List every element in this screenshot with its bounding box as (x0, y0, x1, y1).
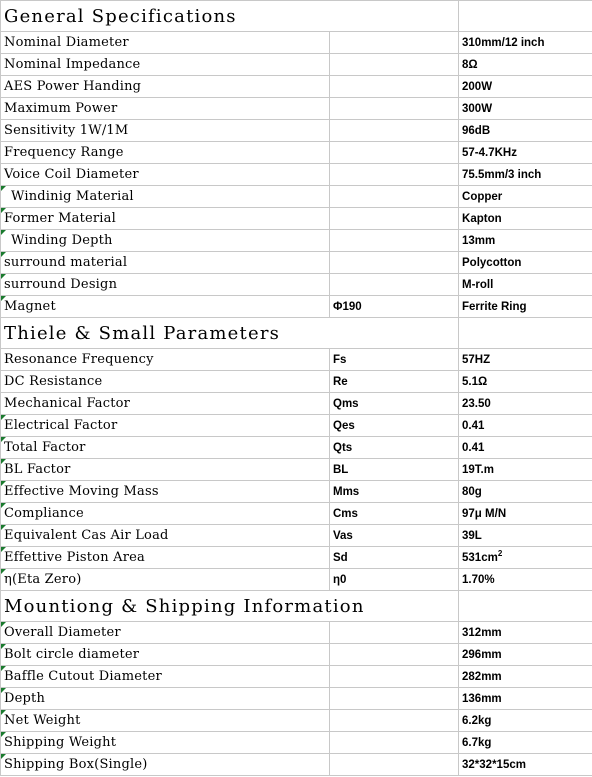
spec-label: Magnet (1, 296, 330, 318)
spec-value (459, 415, 592, 437)
spec-value-text: 6.2kg (462, 714, 492, 727)
section-header-blank (459, 1, 592, 32)
spec-row (1, 186, 592, 208)
spec-value (459, 569, 592, 591)
spec-row (1, 120, 592, 142)
spec-label: BL Factor (1, 459, 330, 481)
spec-label: Mechanical Factor (1, 393, 330, 415)
spec-label: Sensitivity 1W/1M (1, 120, 330, 142)
spec-label: Windinig Material (1, 186, 330, 208)
spec-label: Former Material (1, 208, 330, 230)
spec-symbol: Sd (330, 547, 459, 569)
spec-symbol (330, 666, 459, 688)
spec-value-text: Kapton (462, 212, 502, 225)
spec-symbol (330, 76, 459, 98)
spec-row (1, 230, 592, 252)
spec-row (1, 208, 592, 230)
spec-symbol: BL (330, 459, 459, 481)
spec-value (459, 666, 592, 688)
spec-value (459, 120, 592, 142)
spec-label: Frequency Range (1, 142, 330, 164)
spec-value (459, 230, 592, 252)
spec-symbol (330, 186, 459, 208)
spec-symbol (330, 120, 459, 142)
spec-symbol: Fs (330, 349, 459, 371)
spec-row (1, 525, 592, 547)
spec-value-text: 80g (462, 485, 482, 498)
spec-row (1, 710, 592, 732)
spec-value (459, 274, 592, 296)
spec-symbol (330, 644, 459, 666)
spec-row (1, 622, 592, 644)
spec-row (1, 732, 592, 754)
spec-label: Winding Depth (1, 230, 330, 252)
spec-value-text: 200W (462, 80, 493, 93)
spec-value-text: Ferrite Ring (462, 300, 527, 313)
spec-value-text: 97μ M/N (462, 507, 507, 520)
spec-label: η(Eta Zero) (1, 569, 330, 591)
spec-value-text: 19T.m (462, 463, 494, 476)
spec-row (1, 503, 592, 525)
spec-value (459, 142, 592, 164)
spec-label: Nominal Impedance (1, 54, 330, 76)
spec-label: Shipping Weight (1, 732, 330, 754)
spec-sheet-body (1, 1, 592, 776)
spec-symbol (330, 732, 459, 754)
spec-row (1, 437, 592, 459)
spec-value-text: 32*32*15cm (462, 758, 526, 771)
spec-value (459, 98, 592, 120)
section-header-mounting (1, 591, 592, 622)
spec-label: Effettive Piston Area (1, 547, 330, 569)
spec-row (1, 142, 592, 164)
spec-value (459, 349, 592, 371)
spec-label: DC Resistance (1, 371, 330, 393)
spec-value-text: 96dB (462, 124, 491, 137)
spec-value (459, 76, 592, 98)
spec-symbol: Cms (330, 503, 459, 525)
spec-symbol (330, 54, 459, 76)
spec-row (1, 393, 592, 415)
spec-value-text: 310mm/12 inch (462, 36, 545, 49)
spec-value (459, 622, 592, 644)
spec-value (459, 54, 592, 76)
spec-label: Net Weight (1, 710, 330, 732)
spec-row (1, 349, 592, 371)
spec-row (1, 481, 592, 503)
spec-row (1, 415, 592, 437)
spec-row (1, 371, 592, 393)
spec-label: surround Design (1, 274, 330, 296)
spec-value (459, 481, 592, 503)
spec-value-text: 5.1Ω (462, 375, 488, 388)
spec-symbol: Φ190 (330, 296, 459, 318)
section-header-general (1, 1, 592, 32)
spec-value (459, 296, 592, 318)
spec-value-text: 57-4.7KHz (462, 146, 517, 159)
spec-label: Shipping Box(Single) (1, 754, 330, 776)
spec-symbol: Qts (330, 437, 459, 459)
spec-value-text: M-roll (462, 278, 494, 291)
section-title: Thiele & Small Parameters (1, 318, 459, 349)
spec-symbol (330, 32, 459, 54)
spec-symbol (330, 164, 459, 186)
spec-value-text: 296mm (462, 648, 502, 661)
spec-value-text: 57HZ (462, 353, 491, 366)
spec-label: surround material (1, 252, 330, 274)
spec-row (1, 644, 592, 666)
spec-value-text: 75.5mm/3 inch (462, 168, 542, 181)
spec-row (1, 98, 592, 120)
spec-value (459, 688, 592, 710)
section-title: Mountiong & Shipping Information (1, 591, 459, 622)
spec-value (459, 186, 592, 208)
spec-value (459, 252, 592, 274)
spec-row (1, 296, 592, 318)
spec-symbol (330, 208, 459, 230)
spec-value-text: 8Ω (462, 58, 478, 71)
spec-value (459, 754, 592, 776)
spec-row (1, 547, 592, 569)
spec-value (459, 208, 592, 230)
spec-label: Maximum Power (1, 98, 330, 120)
spec-row (1, 688, 592, 710)
spec-label: Bolt circle diameter (1, 644, 330, 666)
spec-row (1, 666, 592, 688)
spec-value (459, 732, 592, 754)
spec-symbol (330, 230, 459, 252)
spec-value (459, 525, 592, 547)
spec-row (1, 76, 592, 98)
spec-label: Electrical Factor (1, 415, 330, 437)
spec-value-superscript: 2 (497, 548, 503, 558)
spec-symbol (330, 274, 459, 296)
spec-value (459, 710, 592, 732)
spec-symbol (330, 754, 459, 776)
spec-label: Voice Coil Diameter (1, 164, 330, 186)
spec-symbol: Qms (330, 393, 459, 415)
spec-value-text: 312mm (462, 626, 502, 639)
spec-value-text: 6.7kg (462, 736, 492, 749)
spec-row (1, 754, 592, 776)
spec-row (1, 54, 592, 76)
spec-symbol (330, 622, 459, 644)
spec-value (459, 547, 592, 569)
spec-row (1, 164, 592, 186)
spec-row (1, 569, 592, 591)
spec-label: Baffle Cutout Diameter (1, 666, 330, 688)
spec-value-text: 0.41 (462, 441, 485, 454)
spec-value (459, 437, 592, 459)
spec-value-text: 13mm (462, 234, 496, 247)
spec-row (1, 459, 592, 481)
spec-label: AES Power Handing (1, 76, 330, 98)
spec-value-text: 0.41 (462, 419, 485, 432)
spec-value (459, 393, 592, 415)
spec-value-text: 136mm (462, 692, 502, 705)
spec-label: Nominal Diameter (1, 32, 330, 54)
section-header-blank (459, 591, 592, 622)
spec-row (1, 252, 592, 274)
spec-symbol: Mms (330, 481, 459, 503)
spec-label: Compliance (1, 503, 330, 525)
section-header-blank (459, 318, 592, 349)
spec-value-text: 39L (462, 529, 482, 542)
spec-symbol (330, 710, 459, 732)
spec-value (459, 644, 592, 666)
spec-symbol (330, 252, 459, 274)
spec-value (459, 164, 592, 186)
spec-row (1, 274, 592, 296)
spec-label: Depth (1, 688, 330, 710)
spec-value-text: Polycotton (462, 256, 522, 269)
spec-label: Equivalent Cas Air Load (1, 525, 330, 547)
spec-label: Overall Diameter (1, 622, 330, 644)
spec-symbol: Vas (330, 525, 459, 547)
spec-value-text: 300W (462, 102, 493, 115)
spec-value (459, 459, 592, 481)
spec-symbol (330, 98, 459, 120)
section-header-thiele (1, 318, 592, 349)
spec-symbol (330, 688, 459, 710)
spec-label: Total Factor (1, 437, 330, 459)
spec-value (459, 32, 592, 54)
spec-symbol: η0 (330, 569, 459, 591)
spec-symbol (330, 142, 459, 164)
spec-symbol: Qes (330, 415, 459, 437)
spec-label: Effective Moving Mass (1, 481, 330, 503)
spec-value-text: 282mm (462, 670, 502, 683)
spec-row (1, 32, 592, 54)
spec-label: Resonance Frequency (1, 349, 330, 371)
spec-value-text: Copper (462, 190, 503, 203)
spec-symbol: Re (330, 371, 459, 393)
section-title: General Specifications (1, 1, 459, 32)
spec-value-text: 1.70% (462, 573, 495, 586)
spec-value (459, 371, 592, 393)
spec-value-text: 531cm (462, 551, 498, 564)
spec-value (459, 503, 592, 525)
spec-value-text: 23.50 (462, 397, 491, 410)
